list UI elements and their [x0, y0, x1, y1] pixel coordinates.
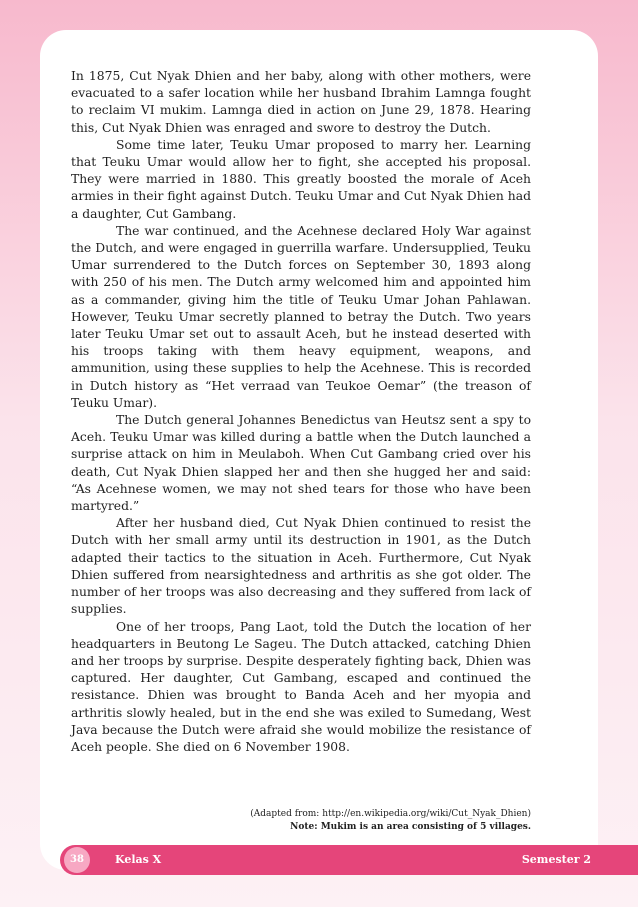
- paragraph-2: Some time later, Teuku Umar proposed to marry her. Learning that Teuku Umar would allow her to fight, she accepted his proposal. They were married in 1880. This greatly boosted the morale of Aceh armies in their fight against Dutch. Teuku Umar and Cut Nyak Dhien had a daughter, Cut Gambang.: [71, 137, 531, 221]
- footer-semester-label: Semester 2: [521, 853, 591, 866]
- paragraph-5: After her husband died, Cut Nyak Dhien continued to resist the Dutch with her small army until its destruction in 1901, as the Dutch adapted their tactics to the situation in Aceh. Furthermore, Cut Nyak Dhien suffered from nearsightedness and arthritis as she got older. The number of her troops was also decreasing and they suffered from lack of supplies.: [71, 516, 531, 617]
- footer-class-label: Kelas X: [115, 853, 162, 866]
- paragraph-6: One of her troops, Pang Laot, told the Dutch the location of her headquarters in Beutong Le Sageu. The Dutch attacked, catching Dhien and her troops by surprise. Despite desperately fighting back, Dhien was captured. Her daughter, Cut Gambang, escaped and continued the resistance. Dhien was brought to Banda Aceh and her myopia and arthritis slowly healed, but in the end she was exiled to Sumedang, West Java because the Dutch were afraid she would mobilize the resistance of Aceh people. She died on 6 November 1908.: [71, 619, 531, 754]
- footnote: Note: Mukim is an area consisting of 5 villages.: [290, 822, 531, 832]
- paragraph-3: The war continued, and the Acehnese declared Holy War against the Dutch, and were engaged in guerrilla warfare. Undersupplied, Teuku Umar surrendered to the Dutch forces on September 30, 1893 along with 250 of his men. The Dutch army welcomed him and appointed him as a commander, giving him the title of Teuku Umar Johan Pahlawan. However, Teuku Umar secretly planned to betray the Dutch. Two years later Teuku Umar set out to assault Aceh, but he instead deserted with his troops taking with them heavy equipment, weapons, and ammunition, using these supplies to help the Acehnese. This is recorded in Dutch history as “Het verraad van Teukoe Oemar” (the treason of Teuku Umar).: [71, 223, 531, 410]
- source-citation: (Adapted from: http://en.wikipedia.org/wiki/Cut_Nyak_Dhien): [250, 809, 531, 819]
- paragraph-4: The Dutch general Johannes Benedictus van Heutsz sent a spy to Aceh. Teuku Umar was killed during a battle when the Dutch launched a surprise attack on him in Meulaboh. When Cut Gambang cried over his death, Cut Nyak Dhien slapped her and then she hugged her and said: “As Acehnese women, we may not shed tears for those who have been martyred.”: [71, 413, 531, 514]
- page-number-badge: 38: [64, 847, 90, 873]
- paragraph-1: In 1875, Cut Nyak Dhien and her baby, along with other mothers, were evacuated to a safer location while her husband Ibrahim Lamnga fought to reclaim VI mukim. Lamnga died in action on June 29, 1878. Hearing this, Cut Nyak Dhien was enraged and swore to destroy the Dutch.: [71, 69, 531, 135]
- body-text: [71, 68, 531, 756]
